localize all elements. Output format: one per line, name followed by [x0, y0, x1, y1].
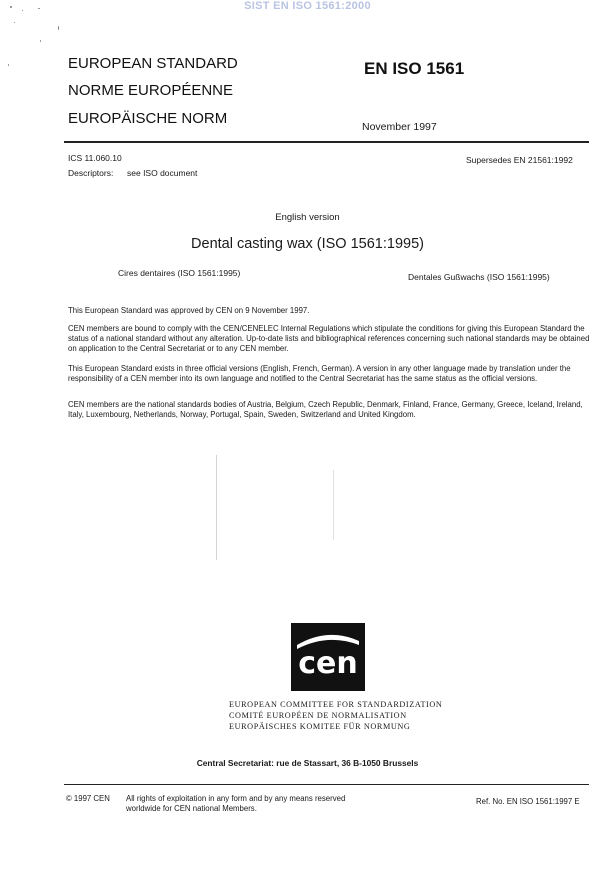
scan-speck [38, 8, 40, 9]
descriptors-value: see ISO document [127, 168, 198, 178]
approval-paragraph: This European Standard was approved by CEN on 9 November 1997. [68, 306, 310, 315]
title-english: EUROPEAN STANDARD [68, 55, 238, 72]
cen-logo-graphic [291, 623, 365, 691]
rights-statement: All rights of exploitation in any form and by any means reserved [126, 794, 346, 803]
central-secretariat: Central Secretariat: rue de Stassart, 36 B-1050 Brussels [196, 758, 419, 768]
org-name-english: EUROPEAN COMMITTEE FOR STANDARDIZATION [229, 700, 443, 709]
ics-code: ICS 11.060.10 [68, 153, 122, 163]
org-name-german: EUROPÄISCHES KOMITEE FÜR NORMUNG [229, 722, 411, 731]
version-label: English version [275, 212, 340, 223]
regulations-paragraph: CEN members are bound to comply with the CEN/CENELEC Internal Regulations which stipulate the conditions for giving this European Standard the status of a national standard without any alteration. Up-to-date lists and bibliographical references concerning such national standards may be obtained on application to the Central Secretariat or to any CEN member. [68, 324, 590, 353]
publication-date: November 1997 [362, 121, 437, 133]
cen-logo-text: cen [298, 646, 358, 681]
scan-mark [216, 455, 217, 560]
scan-speck [40, 40, 41, 42]
watermark: SIST EN ISO 1561:2000 [244, 0, 371, 12]
cen-logo [291, 623, 365, 691]
footer-rule [64, 784, 589, 785]
scan-speck [14, 22, 15, 23]
members-paragraph: CEN members are the national standards bodies of Austria, Belgium, Czech Republic, Denmark, Finland, France, Germany, Greece, Iceland, Ireland, Italy, Luxembourg, Netherlands, Norway, Portugal, Spain, Sweden, Switzerland and United Kingdom. [68, 400, 583, 419]
document-title: Dental casting wax (ISO 1561:1995) [191, 236, 424, 252]
title-french: NORME EUROPÉENNE [68, 82, 234, 99]
copyright: © 1997 CEN [66, 794, 110, 803]
org-name-french: COMITÉ EUROPÉEN DE NORMALISATION [229, 711, 407, 720]
supersedes-note: Supersedes EN 21561:1992 [466, 155, 573, 165]
scan-speck [22, 10, 23, 11]
title-french-version: Cires dentaires (ISO 1561:1995) [118, 268, 241, 278]
header-rule [64, 141, 589, 143]
scan-speck [8, 64, 9, 66]
standard-number: EN ISO 1561 [364, 59, 465, 78]
scan-mark [333, 470, 334, 540]
title-german: EUROPÄISCHE NORM [68, 110, 228, 127]
reference-number: Ref. No. EN ISO 1561:1997 E [476, 797, 580, 806]
title-german-version: Dentales Gußwachs (ISO 1561:1995) [408, 272, 550, 282]
versions-paragraph: This European Standard exists in three official versions (English, French, German). A version in any other language made by translation under the responsibility of a CEN member into its own language and notified to the Central Secretariat has the same status as the official versions. [68, 364, 571, 383]
rights-statement-line2: worldwide for CEN national Members. [126, 804, 257, 813]
scan-speck [58, 26, 59, 30]
descriptors-label: Descriptors: [68, 168, 114, 178]
scan-speck [10, 6, 12, 8]
